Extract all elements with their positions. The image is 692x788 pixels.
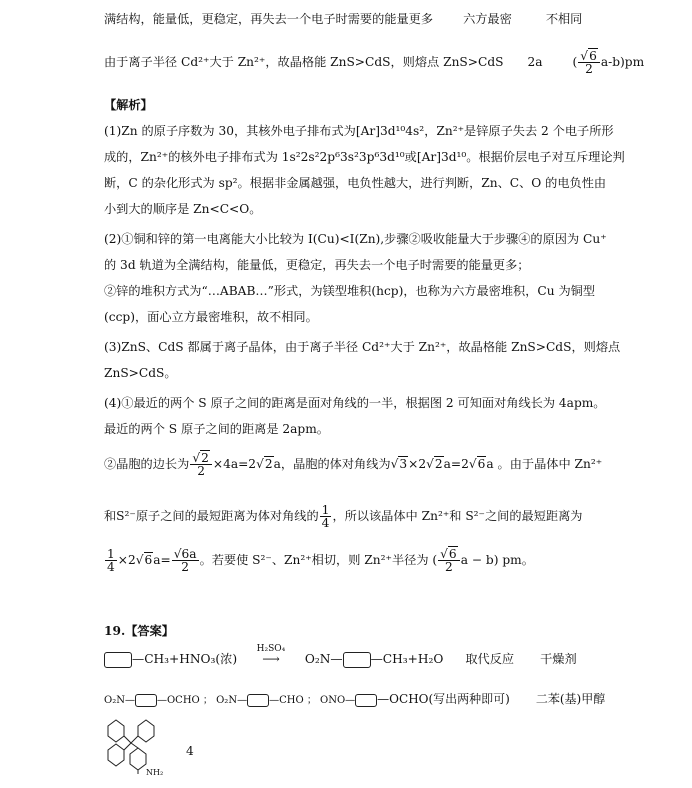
benzene-ring-icon [104, 652, 132, 668]
para-4-line-1: (4)①最近的两个 S 原子之间的距离是面对角线的一半，根据图 2 可知面对角线长为 4apm。 [104, 396, 606, 410]
para-2-line-2: 的 3d 轨道为全满结构，能量低，更稳定，再失去一个电子时需要的能量更多； [104, 258, 530, 272]
para-2-line-3: ②锌的堆积方式为“…ABAB…”形式，为镁型堆积(hcp)，也称为六方最密堆积，Cu 为铜型 [104, 284, 596, 298]
analysis-heading: 【解析】 [104, 98, 153, 112]
benzene-ring-icon [343, 652, 371, 668]
equation-line-2: 和S²⁻原子之间的最短距离为体对角线的 $\frac{1}{4}$ ，所以该晶体中 Zn²⁺和 S²⁻之间的最短距离为 [104, 503, 583, 530]
answer-line-1 [104, 10, 582, 28]
answer-2b: 2a [527, 55, 543, 69]
fraction-sqrt6a-over-2: $\frac{√6a}{2}$ [173, 547, 197, 574]
answer-line-2 [104, 50, 644, 75]
para-1-line-2: 成的，Zn²⁺的核外电子排布式为 1s²2s²2p⁶3s²3p⁶3d¹⁰或[Ar]3d¹⁰。根据价层电子对互斥理论判 [104, 150, 625, 164]
fraction-sqrt6-over-2: $\frac{√6}{2}$ [578, 50, 600, 75]
para-1-line-4: 小到大的顺序是 Zn<C<O。 [104, 202, 262, 216]
answer-2c-pre: ( [572, 55, 578, 69]
answer-number: 4 [186, 744, 194, 758]
answer-1c: 不相同 [545, 12, 583, 26]
para-3-line-2: ZnS>CdS。 [104, 366, 177, 380]
para-1-line-3: 断，C 的杂化形式为 sp²。根据非金属越强，电负性越大，进行判断，Zn、C、O 的电负性由 [104, 176, 607, 190]
benzene-ring-icon [135, 694, 157, 707]
para-3-line-1: (3)ZnS、CdS 都属于离子晶体，由于离子半径 Cd²⁺大于 Zn²⁺，故晶格能 ZnS>CdS，则熔点 [104, 340, 621, 354]
reagent-role: 干燥剂 [540, 652, 577, 666]
isomers-line: O₂N— —OCHO ； O₂N— —CHO ； ONO— —OCHO(写出两种即可) 二苯(基)甲醇 [104, 692, 606, 706]
compound-name: 二苯(基)甲醇 [535, 692, 606, 706]
benzene-ring-icon [355, 694, 377, 707]
equation-line-1: ②晶胞的边长为 $\frac{√2}{2}$ ×4a=2√2a，晶胞的体对角线为√3×2√2a=2√6a 。由于晶体中 Zn²⁺ [104, 451, 603, 478]
reaction-arrow-icon: ⟶ [262, 652, 280, 666]
answer-2c-post: a-b)pm [600, 55, 645, 69]
question-19-heading: 19.【答案】 [104, 624, 174, 638]
para-2-line-4: (ccp)，面心立方最密堆积，故不相同。 [104, 310, 318, 324]
para-4-line-2: 最近的两个 S 原子之间的距离是 2apm。 [104, 422, 329, 436]
amino-group-label: NH₂ [146, 768, 164, 777]
equation-line-3: $\frac{1}{4}$ ×2√6a= $\frac{√6a}{2}$ 。若要使 S²⁻、Zn²⁺相切，则 Zn²⁺半径为 ( $\frac{√6}{2}$ a − b) pm。 [107, 547, 534, 574]
answer-2a: 由于离子半径 Cd²⁺大于 Zn²⁺，故晶格能 ZnS>CdS，则熔点 ZnS>CdS [104, 55, 504, 69]
fraction-sqrt2-over-2: $\frac{√2}{2}$ [190, 452, 212, 477]
answer-1b: 六方最密 [463, 12, 512, 26]
reaction-type: 取代反应 [465, 652, 515, 666]
fraction-1-over-4: $\frac{1}{4}$ [321, 503, 330, 530]
fraction-sqrt6-over-2-b: $\frac{√6}{2}$ [438, 548, 460, 573]
benzene-ring-icon [247, 694, 269, 707]
fraction-1-over-4-b: $\frac{1}{4}$ [107, 547, 115, 574]
answer-1a: 满结构，能量低，更稳定，再失去一个电子时需要的能量更多 [104, 12, 434, 26]
para-1-line-1: (1)Zn 的原子序数为 30，其核外电子排布式为[Ar]3d¹⁰4s²，Zn²⁺是锌原子失去 2 个电子所形 [104, 124, 614, 138]
reaction-condition: H₂SO₄ [256, 644, 286, 654]
para-2-line-1: (2)①铜和锌的第一电离能大小比较为 I(Cu)<I(Zn),步骤②吸收能量大于步骤④的原因为 Cu⁺ [104, 232, 607, 246]
reaction-line-1: —CH₃+HNO₃(浓) H₂SO₄ ⟶ O₂N— —CH₃+H₂O 取代反应 干燥剂 [104, 650, 577, 668]
